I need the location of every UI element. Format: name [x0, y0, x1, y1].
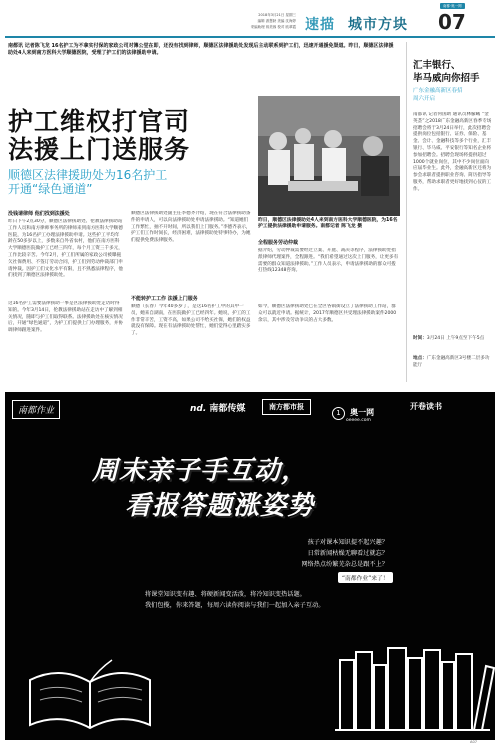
logo-oeeee-text: 奥一网	[350, 408, 375, 417]
ad-body-2: 我们包揽，你来答题，每周六读你阅读与我们一起加入亲子互动。	[145, 602, 325, 609]
column-3-text: 据介绍，劳动仲裁需要经过立案、开庭、裁决等程序，法律援助处指派律师代理案件，全程跟进。“我们希望通过这次上门服务，让更多有需要的群众知道法律援助。”工作人员表示，申请法律援助的群众可拨打热线12348咨询。	[258, 248, 399, 274]
logo-nd-text: 南都传媒	[209, 404, 246, 414]
ad-headline-2: 看报答题涨姿势	[125, 491, 315, 521]
masthead-proof: 采编助理 蒋美蓉 校对 欧翠霞	[250, 25, 296, 29]
story-photo	[258, 96, 400, 216]
photo-figures-illustration	[258, 96, 400, 216]
logo-nd	[190, 401, 245, 414]
sidebar-time-label: 时间：	[413, 336, 427, 341]
page-number: 07	[438, 10, 466, 34]
sidebar-sub-2: 周六开启	[413, 96, 436, 102]
sidebar-title-2: 毕马威向你招手	[413, 73, 480, 84]
column-2-text: 顺德区法律援助处副主任李德齐介绍，现在符合法律援助条件的申请人，可以向法律援助处申请法律援助。“知道她们工作繁忙，抽不开时间，所以我们上门服务。”李德齐表示，护工们工作时间长，经济困难，法律援助处特事特办，为她们提供免费法律服务。	[131, 211, 251, 244]
ad-headline-1: 周末亲子手互动，	[92, 456, 309, 486]
column-3b-text: 如今，顺德区法律援助处已在全区各镇街设立了法律援助工作站，群众可以就近申请。据统计，2017年顺德区共受理法律援助案件2000余宗，其中涉及劳动争议的占大多数。	[258, 304, 397, 323]
ad-corner-label: 南都作业	[12, 400, 60, 419]
ad-question-3: 网络热点纷繁芜杂总是跟不上？	[301, 561, 388, 568]
sidebar-time	[413, 336, 493, 343]
sidebar-place	[413, 356, 493, 370]
column-1-text: 昨日下午2点30分，顺德区法律援助处、伦教法律援助站工作人员和南方律师事务所的律师来到南方医科大学顺德医院，为16名护工办理法律援助申请。这些护工平均年龄在50多岁以上，多数来自外省农村，他们在南方医科大学顺德医院做护工已经三四年，每个月工资三千多元，工作比较辛苦。今年2月，护工们所属的家政公司被曝拖欠社保费用、不签订劳动合同，护工们到劳动仲裁部门申请仲裁。因护工们文化水平有限，且不熟悉法律程序，他们找到了顺德区法律援助处。	[8, 219, 123, 279]
photo-caption: 昨日，顺德区法律援助处4人来到南方医科大学顺德医院，为16名护工提供法律援助申请服务。南都记者 陈飞龙 摄	[258, 218, 398, 230]
masthead-rule	[5, 36, 495, 38]
logo-oeeee-sub: oeeee.com	[346, 418, 371, 423]
sidebar-title-1: 汇丰银行、	[413, 60, 461, 71]
section-title: 城市方块	[348, 17, 408, 33]
masthead-editor: 编辑 游慧龄 美编 沈海婷	[257, 19, 296, 23]
sidebar-divider	[406, 42, 407, 382]
masthead-bar: 南都·奥一网	[440, 3, 465, 9]
sidebar-time-value: 3月24日 上午9点至下午5点	[426, 336, 485, 341]
logo-nfdsb: 南方都市报	[262, 399, 311, 415]
section-2-head: 不能转护工工作 法援上门服务	[131, 296, 198, 302]
oeeee-logo-icon: 1	[332, 407, 345, 420]
bookshelf-illustration	[330, 630, 495, 738]
logo-oeeee	[332, 400, 374, 423]
ad-question-1: 孩子对课本知识提不起兴趣？	[307, 539, 388, 546]
headline-line-2: 法援上门送服务	[8, 135, 191, 164]
column-2b-text: 顺德（长春）今年40多岁了，是这16名护工中的其中一员，她来自湖南，在医院做护工已经四年。她说，护工的工作非常辛苦，工资不高，如果公司不给买社保，她们的权益就没有保障。现在有法律援助处帮忙，她们觉得心里踏实多了。	[131, 304, 251, 337]
sidebar-sub-1: 广东金融高新区春招	[413, 88, 463, 94]
subheadline-line-2: 开通“绿色通道”	[8, 182, 93, 196]
column-1b-text: 这16名护工需要法律援助一事是区法律援助处走访时得知的。今年3月14日，伦教法律援助站在走访中了解到相关情况，随即与护工们取得联系。法律援助处在核实情况后，开通“绿色通道”，为护工们提供上门办理服务，并协调律师跟进案件。	[8, 301, 123, 334]
section-prefix: 速描	[305, 17, 335, 33]
sidebar-body: 南都讯 记者何国助 通讯员林朦曦 “金英荟”之2018广东金融高新区春季专场招聘会将于3月24日举行，此次招聘会提供岗位包括银行、证券、保险、基金、会计、金融科技等多个行业，汇丰银行、毕马威、平安银行等知名企业将参加招聘会。招聘会现场将提供超过1000个就业岗位，其中不少岗位面向应届毕业生。此外，金融高新区还将为参会求职者提供职业咨询、简历指导等服务，帮助求职者更好地找到心仪的工作。	[413, 112, 492, 192]
subheadline-line-1: 顺德区法律援助处为16名护工	[8, 168, 168, 182]
sidebar-place-label: 地点：	[413, 356, 427, 361]
logo-kaijuan: 开卷读书	[410, 402, 442, 411]
page-code: A07	[470, 740, 478, 744]
nd-logo-icon: nd.	[190, 404, 207, 414]
section-1-head: 没钱请律师 他们找到法援处	[8, 211, 70, 217]
open-book-illustration	[20, 640, 160, 735]
section-3-head: 全程服务劳动仲裁	[258, 240, 299, 246]
headline-line-1: 护工维权打官司	[8, 107, 191, 136]
ad-question-2: 日常新闻枯燥无聊看过就忘？	[307, 550, 388, 557]
sidebar-place-value: 广东金融高新区3号楼二层多功能厅	[413, 356, 490, 368]
ad-cta: “南都作业”来了！	[338, 572, 393, 583]
ad-body-1: 将课堂知识变有趣、将硬新闻变活泼，将冷知识变热话题。	[145, 591, 306, 598]
story-lede: 南都讯 记者陈飞龙 16名护工为不拿实付保的家政公司对簿公堂在即，还没有找到律师，顺德区法律援助处发现后主动联系到护工们，迅速开通援免渠道。昨日，顺德区法律援助处4人来到南方医科大学顺德医院，受理了护工们的法律援助申请。	[8, 43, 394, 57]
masthead-date: 2018年3月21日 星期三	[258, 13, 296, 17]
